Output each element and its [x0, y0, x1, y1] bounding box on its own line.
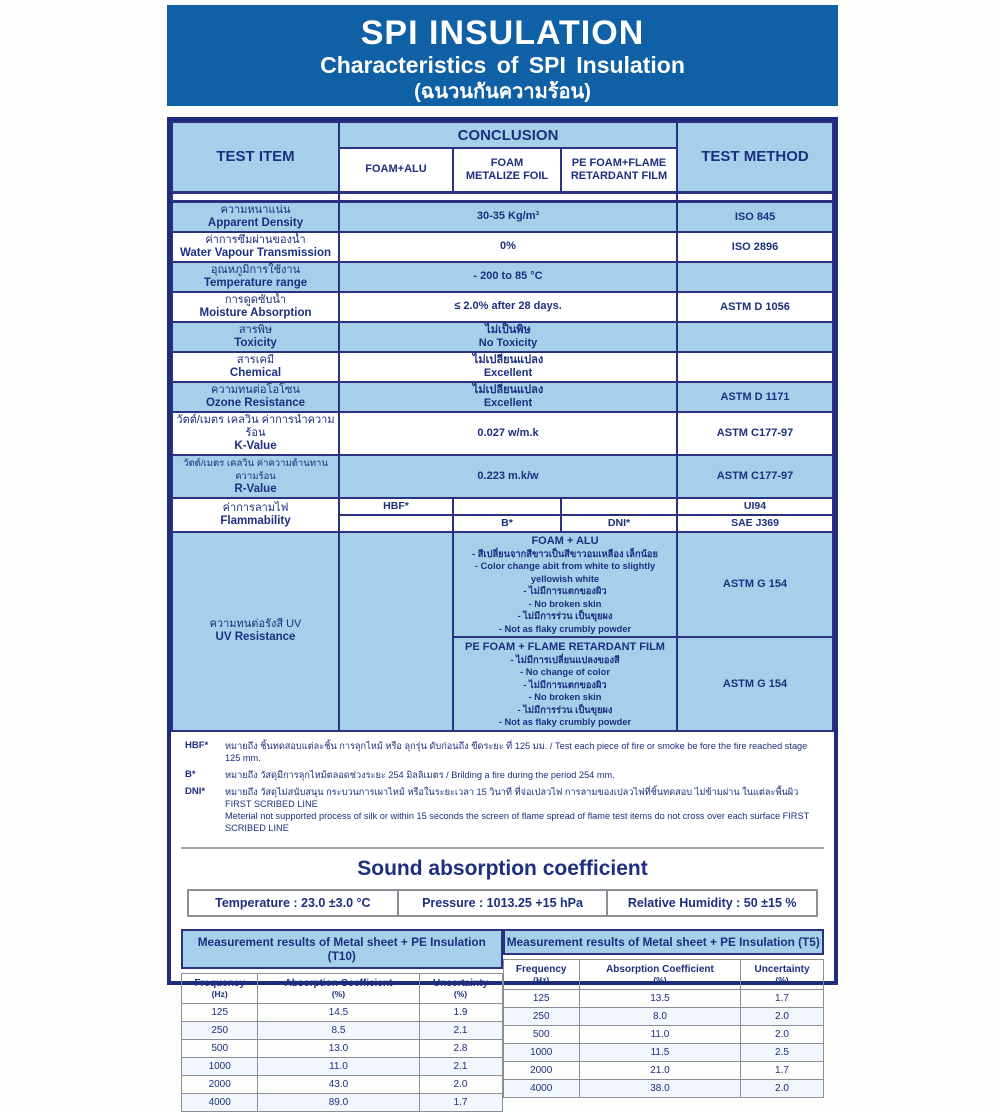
row-chemical — [172, 352, 833, 382]
measurement-tables — [171, 917, 834, 1112]
condition-temperature: Temperature : 23.0 ±3.0 °C — [189, 891, 399, 915]
value-cell: 30-35 Kg/m³ — [339, 201, 677, 232]
header-spacer-row — [172, 192, 833, 201]
method-cell: ASTM C177-97 — [677, 455, 833, 498]
uv-empty-cell — [339, 532, 453, 732]
col-uncertainty: Uncertainty (%) — [741, 960, 824, 990]
measurement-grid-t5 — [503, 959, 825, 1098]
footnote-label: HBF* — [185, 740, 209, 751]
method-cell: ASTM D 1171 — [677, 382, 833, 412]
row-temperature-range — [172, 262, 833, 292]
col-absorption-coefficient: Absorption Coefficient (%) — [579, 960, 740, 990]
page-title: SPI INSULATION — [360, 14, 645, 52]
footnote-dni — [185, 786, 822, 834]
footnote-label: B* — [185, 769, 196, 780]
col-header-test-item: TEST ITEM — [172, 122, 339, 192]
condition-humidity: Relative Humidity : 50 ±15 % — [627, 896, 797, 910]
sound-section-title: Sound absorption coefficient — [357, 857, 648, 880]
test-item-cell: ค่าการซึมผ่านของน้ำ Water Vapour Transmission — [172, 232, 339, 262]
row-apparent-density — [172, 201, 833, 232]
row-moisture-absorption — [172, 292, 833, 322]
test-item-cell: วัตต์/เมตร เคลวิน ค่าการนำความร้อน K-Value — [172, 412, 339, 455]
method-cell: ISO 2896 — [677, 232, 833, 262]
method-cell — [677, 352, 833, 382]
row-toxicity — [172, 322, 833, 352]
test-item-cell-uv: ความทนต่อรังสี UV UV Resistance — [172, 532, 339, 732]
row-k-value — [172, 412, 833, 455]
col-header-foam-alu: FOAM+ALU — [339, 148, 453, 192]
col-frequency: Frequency (Hz) — [503, 960, 579, 990]
col-header-conclusion: CONCLUSION — [339, 122, 677, 148]
method-cell: ASTM D 1056 — [677, 292, 833, 322]
value-cell: ≤ 2.0% after 28 days. — [339, 292, 677, 322]
test-item-cell: สารพิษ Toxicity — [172, 322, 339, 352]
row-ozone-resistance — [172, 382, 833, 412]
table-row: 250 8.0 2.0 — [503, 1008, 824, 1026]
flammability-method-2: SAE J369 — [677, 515, 833, 532]
flammability-method-1: UI94 — [677, 498, 833, 515]
measurement-table-t10 — [181, 929, 503, 1112]
col-frequency: Frequency (Hz) — [182, 974, 258, 1004]
test-item-cell-flammability: ค่าการลามไฟ Flammability — [172, 498, 339, 532]
col-absorption-coefficient: Absorption Coefficient (%) — [258, 974, 419, 1004]
col-header-test-method: TEST METHOD — [677, 122, 833, 192]
measurement-title-t5: Measurement results of Metal sheet + PE Insulation (T5) — [503, 929, 825, 955]
measurement-title-t10: Measurement results of Metal sheet + PE Insulation (T10) — [181, 929, 503, 969]
flammability-empty-1 — [453, 498, 561, 515]
characteristics-table — [171, 121, 834, 732]
test-item-cell: สารเคมี Chemical — [172, 352, 339, 382]
table-row: 1000 11.0 2.1 — [182, 1058, 503, 1076]
col-uncertainty: Uncertainty (%) — [419, 974, 502, 1004]
row-water-vapour — [172, 232, 833, 262]
footnote-hbf — [185, 740, 822, 764]
test-item-cell: การดูดซับน้ำ Moisture Absorption — [172, 292, 339, 322]
method-cell — [677, 262, 833, 292]
table-row: 4000 89.0 1.7 — [182, 1094, 503, 1112]
page-subtitle: Characteristics of SPI Insulation — [320, 52, 685, 78]
flammability-empty-2 — [561, 498, 677, 515]
value-cell: ไม่เปลี่ยนแปลง Excellent — [339, 382, 677, 412]
test-item-cell: วัตต์/เมตร เคลวิน ค่าความต้านทานความร้อน R-Value — [172, 455, 339, 498]
table-row: 1000 11.5 2.5 — [503, 1044, 824, 1062]
method-cell — [677, 322, 833, 352]
table-row: 2000 21.0 1.7 — [503, 1062, 824, 1080]
test-item-cell: อุณหภูมิการใช้งาน Temperature range — [172, 262, 339, 292]
col-header-foam-metalize: FOAM METALIZE FOIL — [453, 148, 561, 192]
value-cell: ไม่เปลี่ยนแปลง Excellent — [339, 352, 677, 382]
footnote-b — [185, 769, 822, 781]
flammability-empty-3 — [339, 515, 453, 532]
flammability-metalize: B* — [453, 515, 561, 532]
uv-method-1: ASTM G 154 — [677, 532, 833, 638]
condition-pressure: Pressure : 1013.25 +15 hPa — [399, 891, 609, 915]
flammability-foam-alu: HBF* — [339, 498, 453, 515]
conditions-bar — [187, 889, 818, 917]
value-cell: - 200 to 85 °C — [339, 262, 677, 292]
footnote-label: DNI* — [185, 786, 206, 797]
document-page — [167, 0, 838, 1108]
flammability-pe: DNI* — [561, 515, 677, 532]
page-subtitle-thai: (ฉนวนกันความร้อน) — [414, 81, 591, 103]
table-row: 2000 43.0 2.0 — [182, 1076, 503, 1094]
method-cell: ISO 845 — [677, 201, 833, 232]
table-row: 125 14.5 1.9 — [182, 1004, 503, 1022]
section-divider — [181, 847, 824, 849]
table-row: 4000 38.0 2.0 — [503, 1080, 824, 1098]
measurement-grid-t10 — [181, 973, 503, 1112]
col-header-pe-foam: PE FOAM+FLAME RETARDANT FILM — [561, 148, 677, 192]
uv-block-foam-alu: FOAM + ALU - สีเปลี่ยนจากสีขาวเป็นสีขาวอมเหลือง เล็กน้อย - Color change abit from white to slightly yellowish white - ไม่มีการแตกของผิว - No broken skin - ไม่มีการร่วน เป็นขุยผง - Not as flaky crumbly powder — [453, 532, 677, 638]
table-row: 500 13.0 2.8 — [182, 1040, 503, 1058]
row-r-value — [172, 455, 833, 498]
uv-method-2: ASTM G 154 — [677, 637, 833, 731]
footnotes — [171, 732, 834, 843]
header-band — [167, 5, 838, 106]
method-cell: ASTM C177-97 — [677, 412, 833, 455]
footnote-text: หมายถึง ชิ้นทดสอบแต่ละชิ้น การลุกไหม้ หรือ ลุกรุ่น ดับก่อนถึง ขีดระยะ ที่ 125 มม. / Test each piece of fire or smoke be fore the fire reached stage 125 mm. — [225, 741, 808, 763]
value-cell: ไม่เป็นพิษ No Toxicity — [339, 322, 677, 352]
value-cell: 0.223 m.k/w — [339, 455, 677, 498]
footnote-text: หมายถึง วัสดุไม่สนับสนุน กระบวนการเผาไหม้ หรือในระยะเวลา 15 วินาที ที่จ่อเปลวไฟ การลามของเปลวไฟที่ชิ้นทดสอบ ไม่ข้ามผ่าน ในแต่ละพื้นผิว FIRST SCRIBED LINE Meterial not supported process of silk or within 15 seconds the screen of flame spread of flame test items do not cross over each surface FIRST SCRIBED LINE — [225, 787, 810, 833]
table-row: 250 8.5 2.1 — [182, 1022, 503, 1040]
row-uv-resistance-1 — [172, 532, 833, 638]
row-flammability-1 — [172, 498, 833, 515]
test-item-cell: ความทนต่อโอโซน Ozone Resistance — [172, 382, 339, 412]
value-cell: 0% — [339, 232, 677, 262]
footnote-text: หมายถึง วัสดุมีการลุกไหม้ตลอดช่วงระยะ 254 มิลลิเมตร / Brilding a fire during the period 254 mm. — [225, 770, 615, 780]
table-row: 125 13.5 1.7 — [503, 990, 824, 1008]
test-item-cell: ความหนาแน่น Apparent Density — [172, 201, 339, 232]
table-row: 500 11.0 2.0 — [503, 1026, 824, 1044]
measurement-table-t5 — [503, 929, 825, 1112]
uv-block-pe-foam: PE FOAM + FLAME RETARDANT FILM - ไม่มีการเปลี่ยนแปลงของสี - No change of color - ไม่มีการแตกของผิว - No broken skin - ไม่มีการร่วน เป็นขุยผง - Not as flaky crumbly powder — [453, 637, 677, 731]
value-cell: 0.027 w/m.k — [339, 412, 677, 455]
content-frame — [167, 117, 838, 1108]
